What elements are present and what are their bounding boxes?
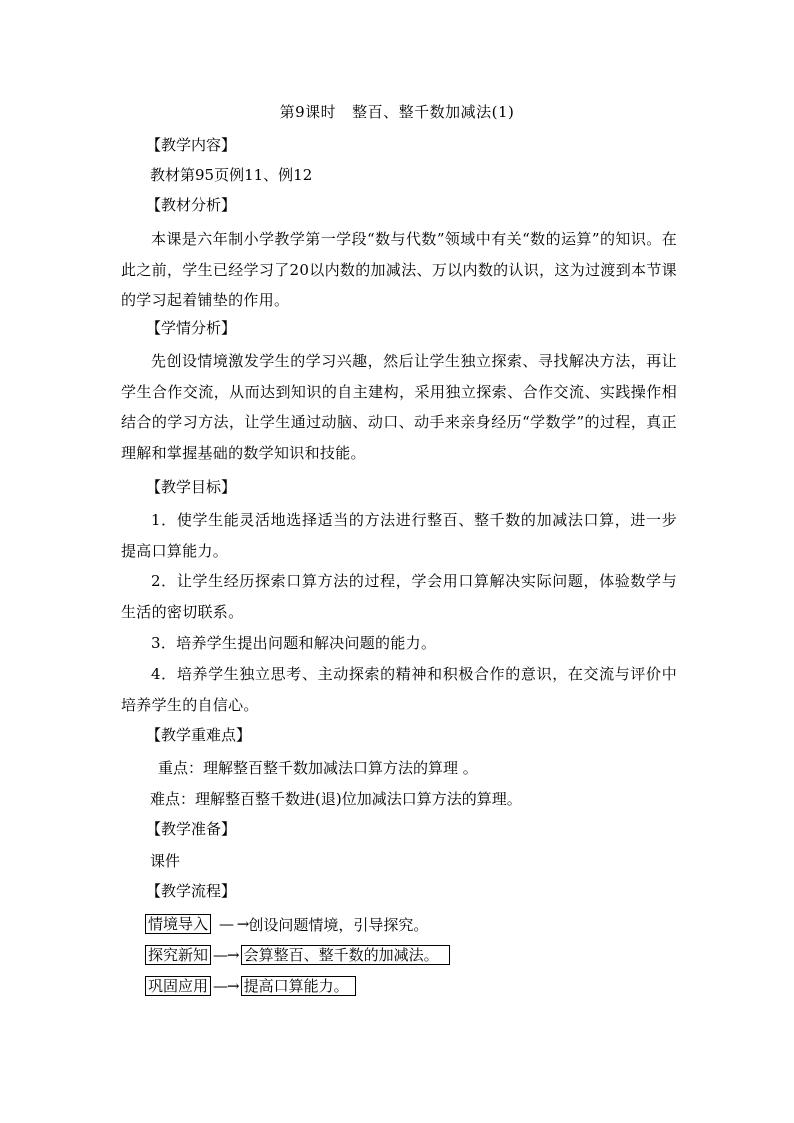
goal-item-2: 2．让学生经历探索口算方法的过程，学会用口算解决实际问题，体验数学与生活的密切联系。 <box>121 572 677 621</box>
situation-paragraph: 先创设情境激发学生的学习兴趣，然后让学生独立探索、寻找解决方法，再让学生合作交流，从而达到知识的自主建构，采用独立探索、合作交流、实践操作相结合的学习方法，让学生通过动脑、动口、动手来亲身经历“学数学”的过程，真正理解和掌握基础的数学知识和技能。 <box>121 352 677 462</box>
flow-stage-box: 巩固应用 <box>145 976 211 996</box>
arrow-icon: — → <box>219 915 249 933</box>
lesson-topic: 整百、整千数加减法(1) <box>352 103 515 121</box>
goal-item-4: 4．培养学生独立思考、主动探索的精神和积极合作的意识，在交流与评价中培养学生的自信心。 <box>121 665 677 714</box>
content-text: 教材第95页例11、例12 <box>150 166 313 184</box>
key-heading: 【教学重难点】 <box>146 726 252 744</box>
goal-item-1: 1．使学生能灵活地选择适当的方法进行整百、整千数的加减法口算，进一步提高口算能力。 <box>121 511 677 560</box>
arrow-icon: —→ <box>213 946 239 964</box>
analysis-paragraph: 本课是六年制小学教学第一学段“数与代数”领域中有关“数的运算”的知识。在此之前，学生已经学习了20以内数的加减法、万以内数的认识，这为过渡到本节课的学习起着铺垫的作用。 <box>121 230 677 309</box>
difficult-point: 难点：理解整百整千数进(退)位加减法口算方法的算理。 <box>150 790 522 808</box>
prep-heading: 【教学准备】 <box>146 820 237 838</box>
flow-step <box>145 944 450 966</box>
flow-step <box>145 975 356 997</box>
flow-step <box>145 913 428 935</box>
goal-item-3: 3．培养学生提出问题和解决问题的能力。 <box>151 634 437 652</box>
analysis-heading: 【教材分析】 <box>146 196 237 214</box>
goals-heading: 【教学目标】 <box>146 478 237 496</box>
key-point: 重点：理解整百整千数加减法口算方法的算理 。 <box>158 759 478 777</box>
lesson-number: 第9课时 <box>279 103 337 121</box>
page-title <box>0 100 794 124</box>
situation-heading: 【学情分析】 <box>146 319 237 337</box>
flow-description: 创设问题情境，引导探究。 <box>248 915 429 934</box>
flow-heading: 【教学流程】 <box>146 882 237 900</box>
flow-description-box: 会算整百、整千数的加减法。 <box>241 945 450 965</box>
arrow-icon: —→ <box>213 977 239 995</box>
content-heading: 【教学内容】 <box>146 136 237 154</box>
flow-stage-box: 情境导入 <box>145 914 211 934</box>
flow-stage-box: 探究新知 <box>145 945 211 965</box>
flow-description-box: 提高口算能力。 <box>241 976 356 996</box>
prep-text: 课件 <box>150 852 181 870</box>
